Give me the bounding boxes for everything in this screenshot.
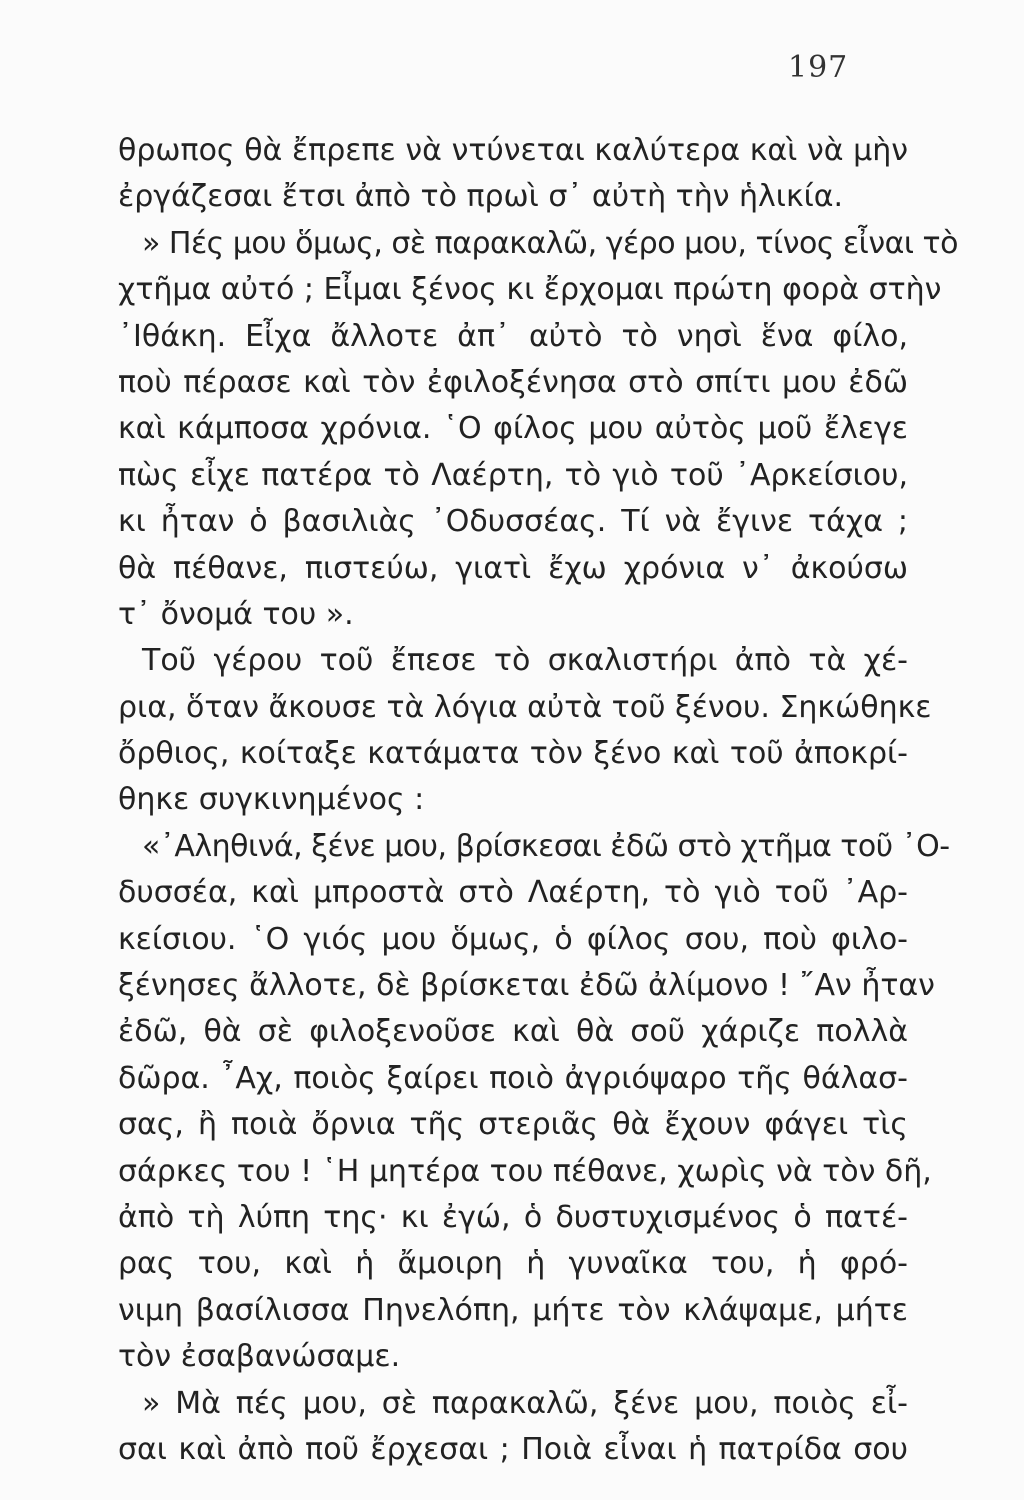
text-line: καὶ κάμποσα χρόνια. ῾Ο φίλος μου αὐτὸς μοῦ ἔλεγε xyxy=(118,411,908,447)
text-line: κείσιου. ῾Ο γιός μου ὅμως, ὁ φίλος σου, ποὺ φιλο- xyxy=(118,921,908,957)
page-number: 197 xyxy=(788,50,849,85)
text-line: θὰ πέθανε, πιστεύω, γιατὶ ἔχω χρόνια ν᾽ ἀκούσω xyxy=(118,550,908,586)
text-line: νιμη βασίλισσα Πηνελόπη, μήτε τὸν κλάψαμε, μήτε xyxy=(118,1292,908,1328)
text-line: θρωπος θὰ ἔπρεπε νὰ ντύνεται καλύτερα καὶ νὰ μὴν xyxy=(118,133,908,168)
text-line: χτῆμα αὐτό ; Εἶμαι ξένος κι ἔρχομαι πρώτη φορὰ στὴν xyxy=(118,272,942,308)
text-line: σαι καὶ ἀπὸ ποῦ ἔρχεσαι ; Ποιὰ εἶναι ἡ πατρίδα σου xyxy=(118,1431,908,1467)
text-line: σάρκες του ! ῾Η μητέρα του πέθανε, χωρὶς νὰ τὸν δῆ, xyxy=(118,1153,932,1189)
body-text xyxy=(118,128,958,1473)
text-line: ἐδῶ, θὰ σὲ φιλοξενοῦσε καὶ θὰ σοῦ χάριζε πολλὰ xyxy=(118,1014,908,1050)
text-line: τ᾽ ὄνομά του ». xyxy=(118,596,354,632)
text-line: θηκε συγκινημένος : xyxy=(118,782,425,818)
text-line: ξένησες ἄλλοτε, δὲ βρίσκεται ἐδῶ ἀλίμονο ! ῎Αν ἦταν xyxy=(118,968,935,1004)
text-line: ρας του, καὶ ἡ ἄμοιρη ἡ γυναῖκα του, ἡ φρό- xyxy=(118,1246,908,1282)
text-line: Τοῦ γέρου τοῦ ἔπεσε τὸ σκαλιστήρι ἀπὸ τὰ χέ- xyxy=(142,643,908,679)
text-line: » Μὰ πές μου, σὲ παρακαλῶ, ξένε μου, ποιὸς εἶ- xyxy=(142,1385,908,1421)
text-line: ᾽Ιθάκη. Εἶχα ἄλλοτε ἀπ᾽ αὐτὸ τὸ νησὶ ἕνα φίλο, xyxy=(118,318,908,354)
text-line: ἐργάζεσαι ἔτσι ἀπὸ τὸ πρωὶ σ᾽ αὐτὴ τὴν ἡλικία. xyxy=(118,179,844,215)
text-line: ὄρθιος, κοίταξε κατάματα τὸν ξένο καὶ τοῦ ἀποκρί- xyxy=(118,736,908,772)
text-line: ἀπὸ τὴ λύπη της· κι ἐγώ, ὁ δυστυχισμένος ὁ πατέ- xyxy=(118,1199,908,1235)
text-line: σας, ἢ ποιὰ ὄρνια τῆς στεριᾶς θὰ ἔχουν φάγει τὶς xyxy=(118,1107,908,1143)
text-line: δυσσέα, καὶ μπροστὰ στὸ Λαέρτη, τὸ γιὸ τοῦ ᾽Αρ- xyxy=(118,875,908,911)
text-line: ποὺ πέρασε καὶ τὸν ἐφιλοξένησα στὸ σπίτι μου ἐδῶ xyxy=(118,364,908,400)
text-line: κι ἦταν ὁ βασιλιὰς ᾽Οδυσσέας. Τί νὰ ἔγινε τάχα ; xyxy=(118,504,908,540)
text-line: ρια, ὅταν ἄκουσε τὰ λόγια αὐτὰ τοῦ ξένου. Σηκώθηκε xyxy=(118,689,932,725)
text-line: » Πές μου ὅμως, σὲ παρακαλῶ, γέρο μου, τίνος εἶναι τὸ xyxy=(142,225,958,261)
text-line: πὼς εἶχε πατέρα τὸ Λαέρτη, τὸ γιὸ τοῦ ᾽Αρκείσιου, xyxy=(118,457,908,493)
text-line: «᾽Αληθινά, ξένε μου, βρίσκεσαι ἐδῶ στὸ χτῆμα τοῦ ᾽Ο- xyxy=(142,828,950,864)
text-line: τὸν ἐσαβανώσαμε. xyxy=(118,1339,401,1375)
text-line: δῶρα. ῏Αχ, ποιὸς ξαίρει ποιὸ ἀγριόψαρο τῆς θάλασ- xyxy=(118,1060,908,1096)
